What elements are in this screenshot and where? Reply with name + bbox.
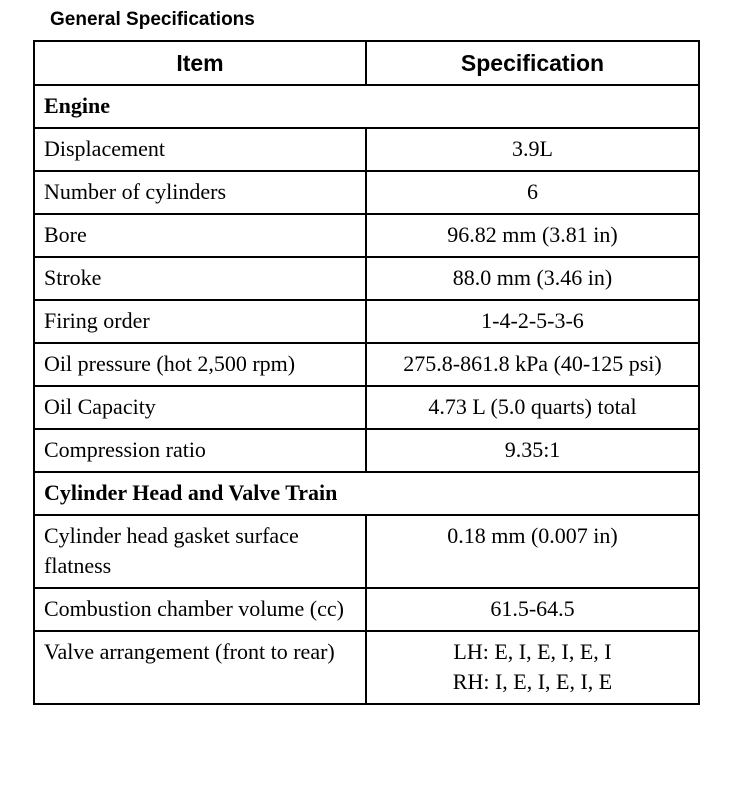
specification-cell — [366, 631, 699, 704]
specification-cell: 1-4-2-5-3-6 — [366, 300, 699, 343]
section-row-engine — [34, 85, 699, 128]
item-cell: Number of cylinders — [34, 171, 366, 214]
section-row-cylinder-head — [34, 472, 699, 515]
table-row — [34, 386, 699, 429]
item-cell: Oil Capacity — [34, 386, 366, 429]
item-cell: Compression ratio — [34, 429, 366, 472]
table-row — [34, 588, 699, 631]
specification-cell: 9.35:1 — [366, 429, 699, 472]
specification-cell: 275.8-861.8 kPa (40-125 psi) — [366, 343, 699, 386]
specification-cell: 4.73 L (5.0 quarts) total — [366, 386, 699, 429]
item-cell: Stroke — [34, 257, 366, 300]
table-row — [34, 257, 699, 300]
specifications-table — [33, 40, 700, 705]
table-row — [34, 343, 699, 386]
item-cell: Valve arrangement (front to rear) — [34, 631, 366, 704]
table-row — [34, 631, 699, 704]
item-cell: Displacement — [34, 128, 366, 171]
valve-arrangement-rh: RH: I, E, I, E, I, E — [452, 669, 613, 694]
specification-column-header: Specification — [366, 41, 699, 85]
specification-cell: 0.18 mm (0.007 in) — [366, 515, 699, 588]
document-title: General Specifications — [50, 9, 255, 30]
table-row — [34, 515, 699, 588]
specification-cell: 6 — [366, 171, 699, 214]
item-column-header: Item — [34, 41, 366, 85]
item-cell: Cylinder head gasket surface flatness — [34, 515, 366, 588]
item-cell: Combustion chamber volume (cc) — [34, 588, 366, 631]
specification-cell: 88.0 mm (3.46 in) — [366, 257, 699, 300]
table-row — [34, 171, 699, 214]
specification-cell: 61.5-64.5 — [366, 588, 699, 631]
specification-cell: 96.82 mm (3.81 in) — [366, 214, 699, 257]
specification-cell: 3.9L — [366, 128, 699, 171]
section-heading: Engine — [34, 85, 699, 128]
item-cell: Bore — [34, 214, 366, 257]
item-cell: Oil pressure (hot 2,500 rpm) — [34, 343, 366, 386]
header-row — [34, 41, 699, 85]
section-heading: Cylinder Head and Valve Train — [34, 472, 699, 515]
table-row — [34, 214, 699, 257]
table-row — [34, 300, 699, 343]
table-row — [34, 128, 699, 171]
table-row — [34, 429, 699, 472]
valve-arrangement-lh: LH: E, I, E, I, E, I — [453, 639, 612, 664]
item-cell: Firing order — [34, 300, 366, 343]
